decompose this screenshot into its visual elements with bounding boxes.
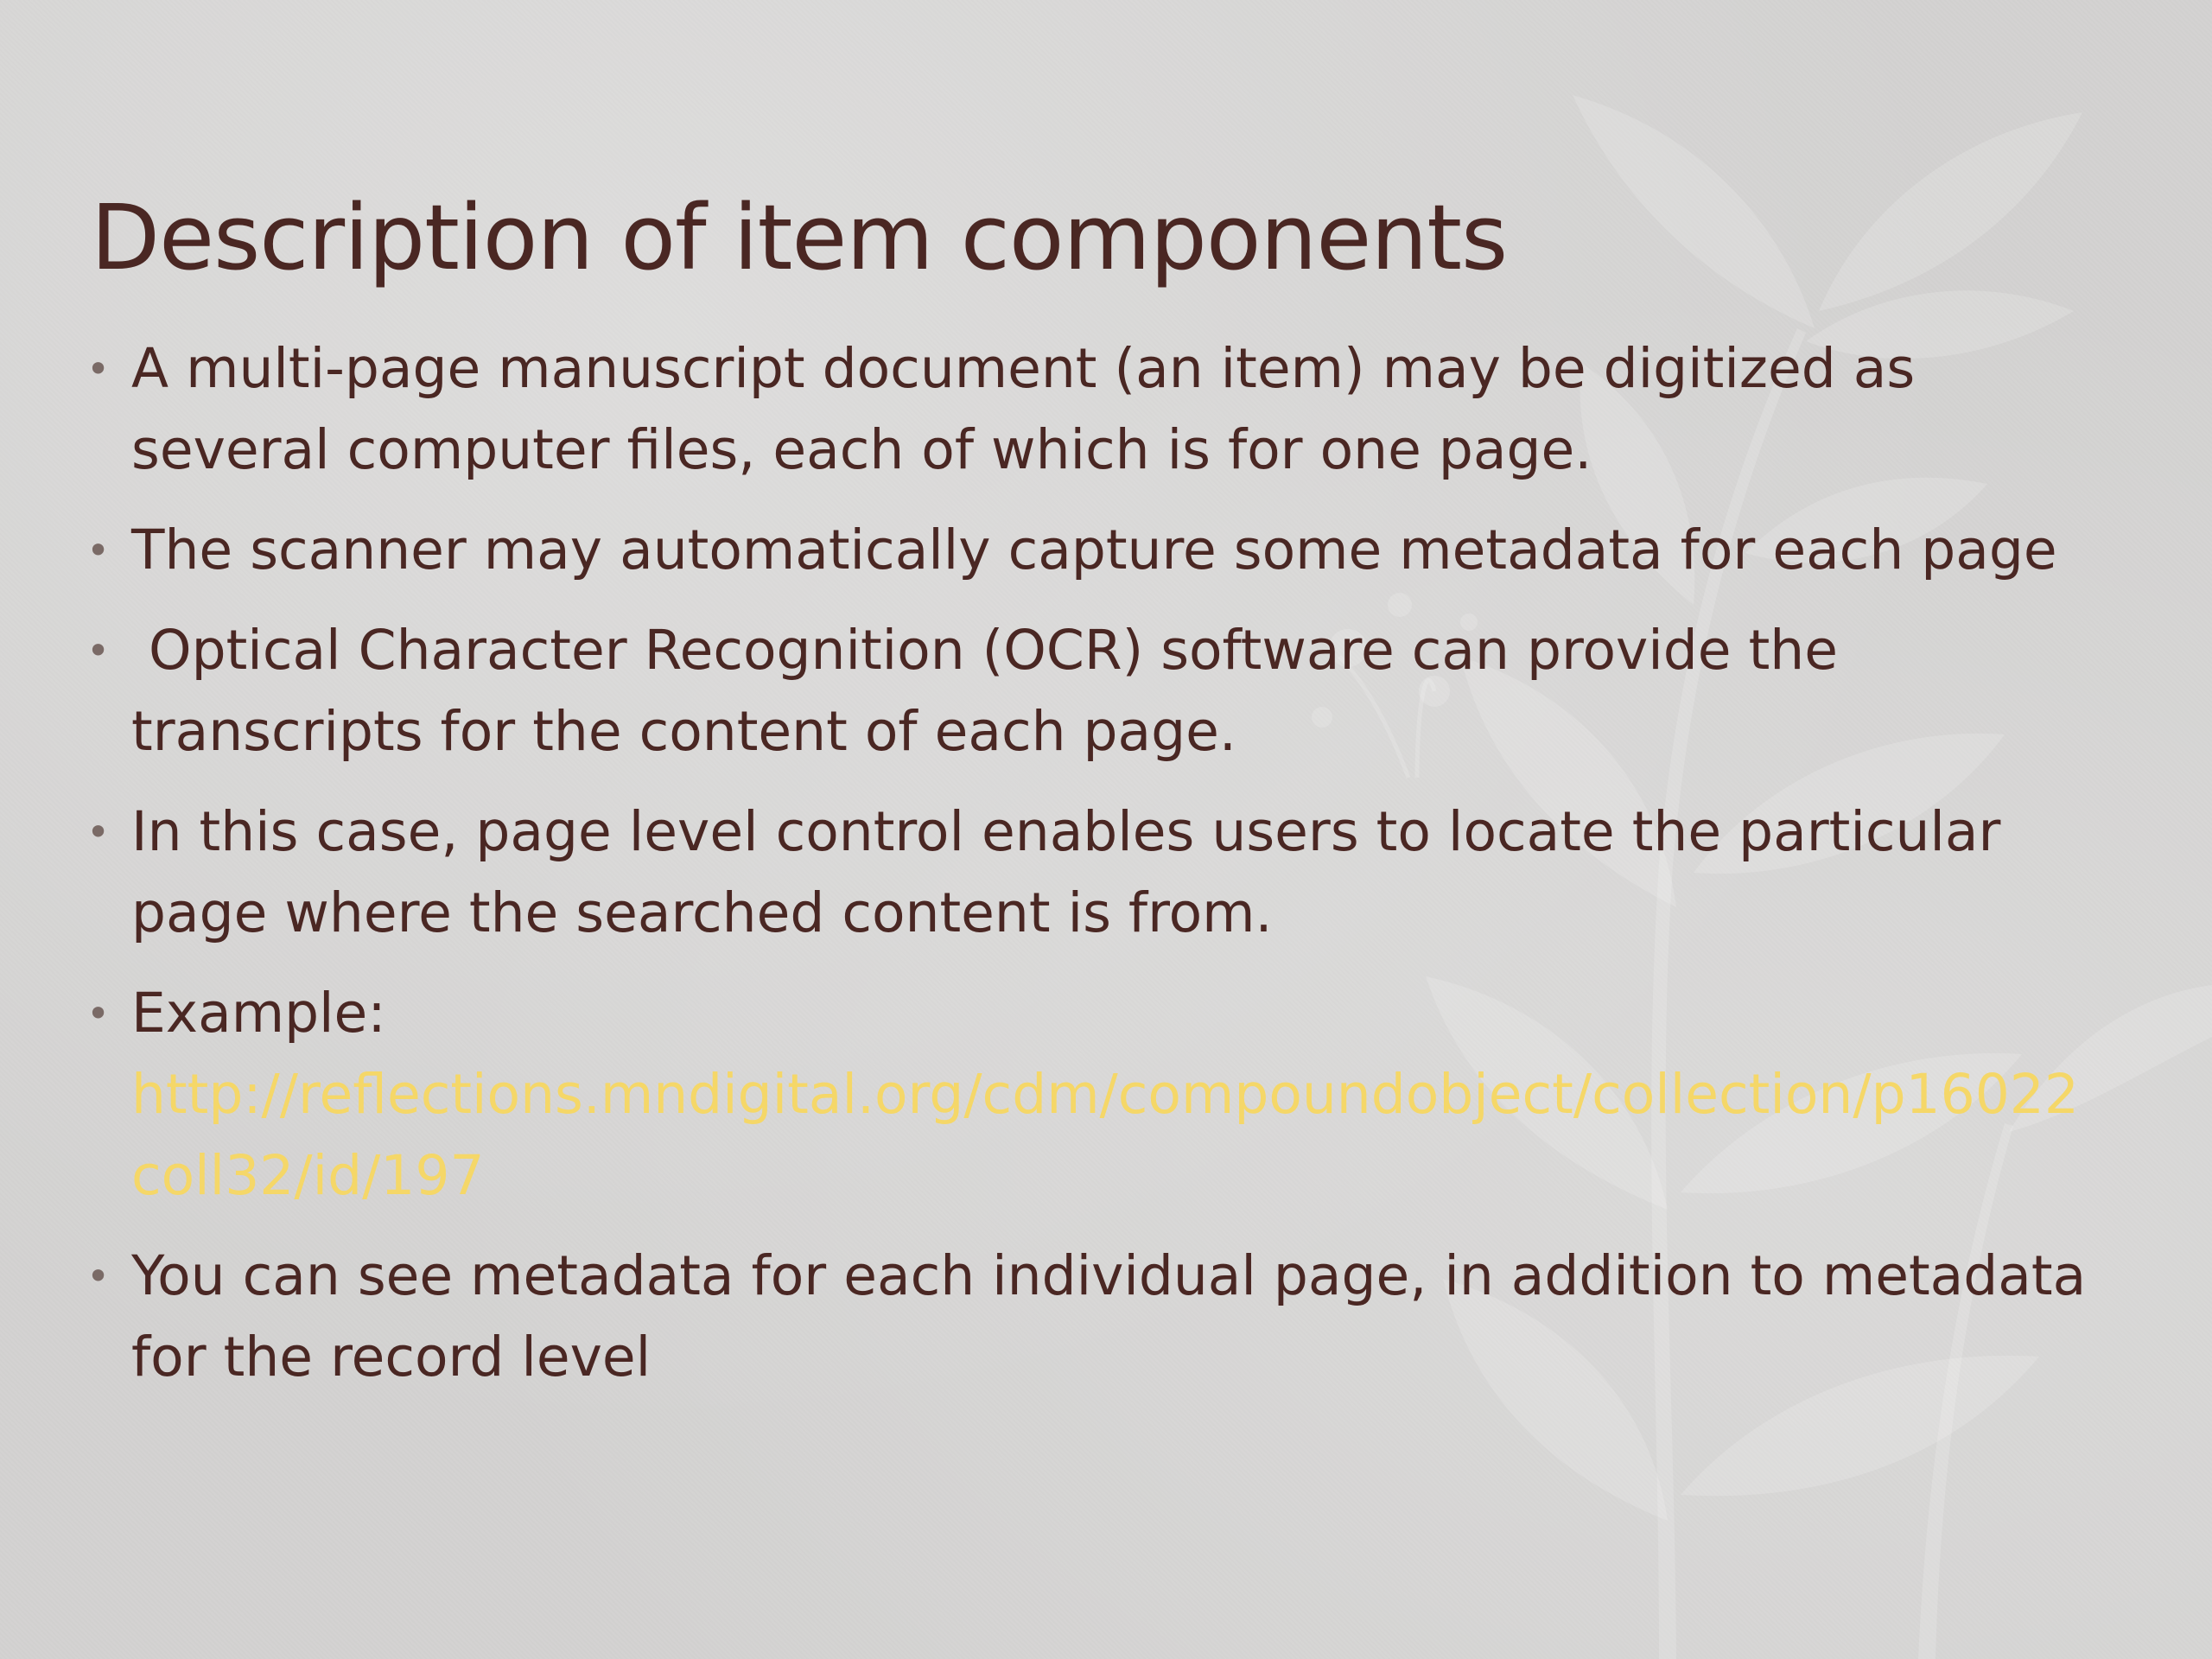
bullet-item xyxy=(86,1236,2126,1398)
bullet-icon: • xyxy=(86,527,111,574)
example-link[interactable]: http://reflections.mndigital.org/cdm/compoundobject/collection/p16022coll32/id/197 xyxy=(131,1063,2079,1207)
slide-title: Description of item components xyxy=(91,185,1508,290)
bullet-icon: • xyxy=(86,627,111,674)
bullet-text: A multi-page manuscript document (an item) may be digitized as several computer files, each of which is for one page. xyxy=(131,337,1916,481)
bullet-item xyxy=(86,510,2126,591)
bullet-item xyxy=(86,610,2126,772)
bullet-list xyxy=(86,328,2126,1417)
bullet-icon: • xyxy=(86,990,111,1037)
bullet-icon: • xyxy=(86,1253,111,1300)
bullet-text: The scanner may automatically capture some metadata for each page xyxy=(131,518,2057,582)
bullet-item xyxy=(86,328,2126,491)
bullet-item xyxy=(86,791,2126,954)
bullet-icon: • xyxy=(86,346,111,392)
bullet-icon: • xyxy=(86,809,111,855)
bullet-text: You can see metadata for each individual page, in addition to metadata for the record level xyxy=(131,1244,2087,1389)
bullet-text: Optical Character Recognition (OCR) software can provide the transcripts for the content of each page. xyxy=(131,619,1856,763)
bullet-text: Example: xyxy=(131,982,386,1045)
bullet-item xyxy=(86,973,2126,1217)
bullet-text: In this case, page level control enables users to locate the particular page where the searched content is from. xyxy=(131,800,2001,944)
